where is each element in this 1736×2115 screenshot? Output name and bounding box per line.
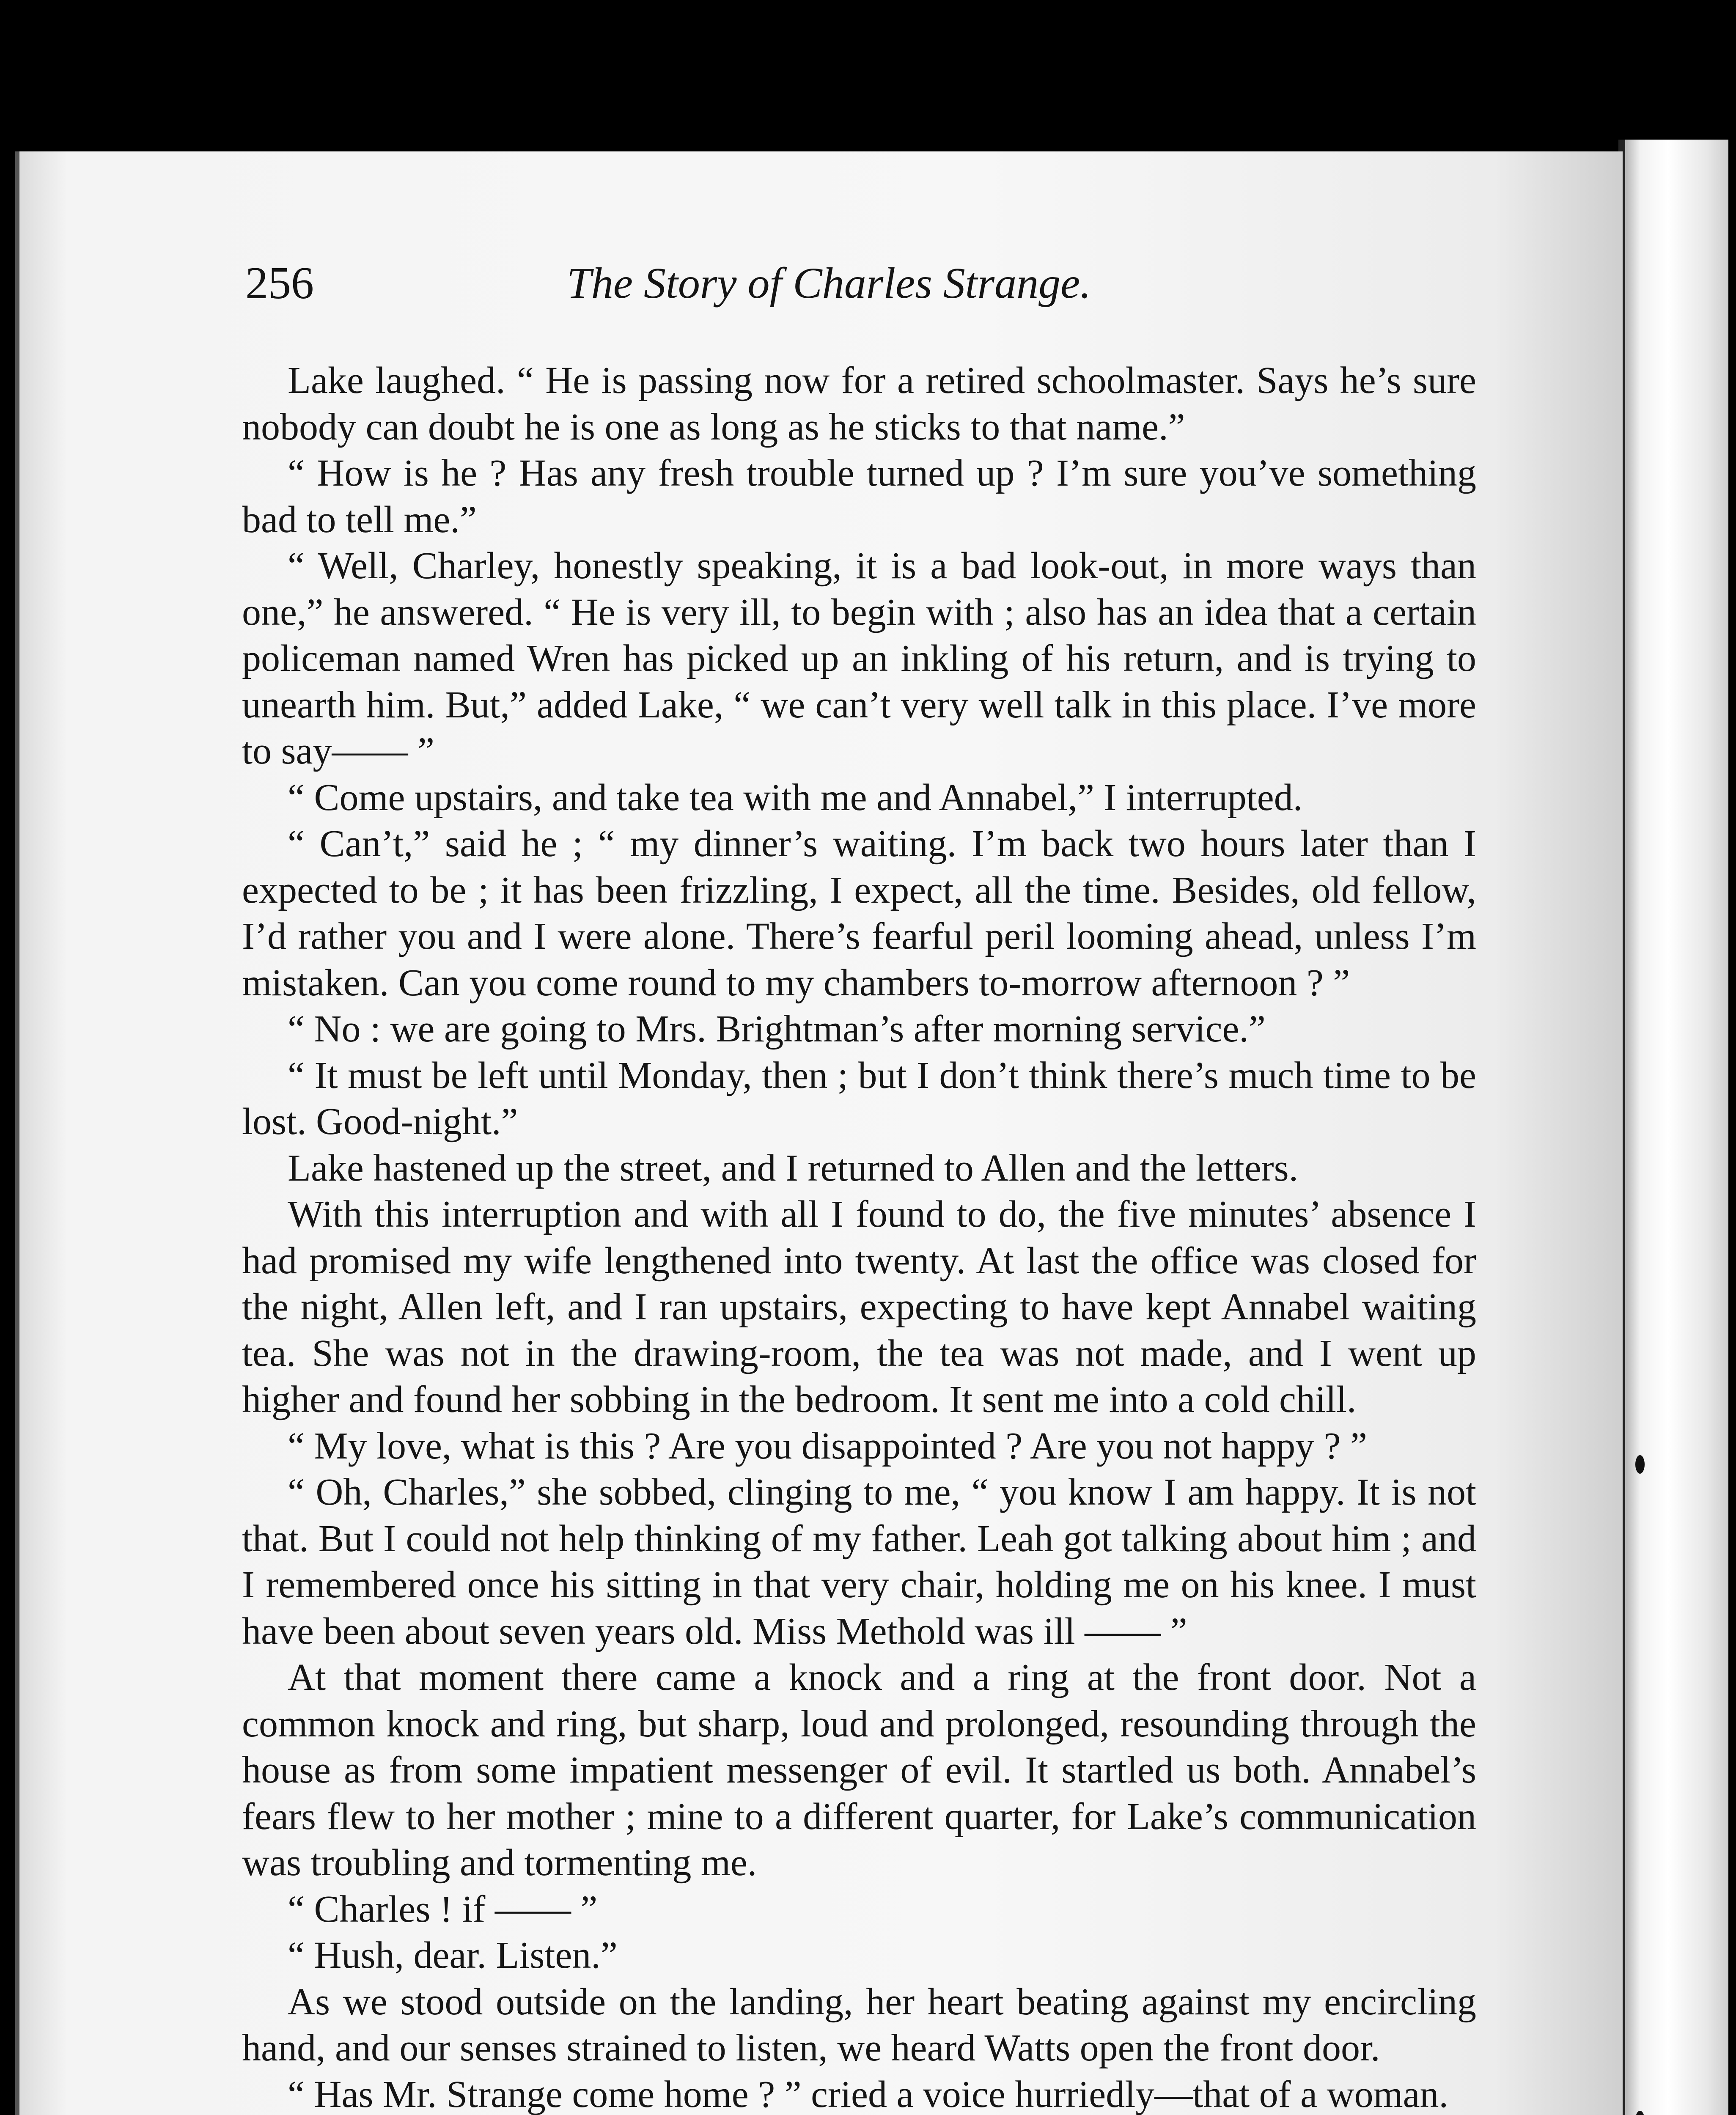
paragraph: “ It must be left until Monday, then ; but I don’t think there’s much time to be lost. Good-night.” [242,1054,1476,1143]
paragraph: With this interruption and with all I found to do, the five minutes’ absence I had promised my wife lengthened into twenty. At last the office was closed for the night, Allen left, and I ran upstairs, expecting to have kept Annabel waiting tea. She was not in the drawing-room, the tea was not made, and I went up higher and found her sobbing in the bedroom. It sent me into a cold chill. [242,1193,1476,1420]
running-title: The Story of Charles Strange. [567,259,1091,308]
paragraph: “ No : we are going to Mrs. Brightman’s after morning service.” [288,1008,1266,1050]
paragraph: “ Well, Charley, honestly speaking, it is a bad look-out, in more ways than one,” he answered. “ He is very ill, to begin with ; also has an idea that a certain policeman named Wren has picked up an inkling of his return, and is trying to unearth him. But,” added Lake, “ we can’t very well talk in this place. I’ve more to say—— ” [242,545,1476,772]
paragraph: Lake laughed. “ He is passing now for a retired schoolmaster. Says he’s sure nobody can doubt he is one as long as he sticks to that name.” [242,360,1476,448]
paragraph: “ Can’t,” said he ; “ my dinner’s waiting. I’m back two hours later than I expected to be ; it has been frizzling, I expect, all the time. Besides, old fellow, I’d rather you and I were alone. There’s fearful peril looming ahead, unless I’m mistaken. Can you come round to my chambers to-morrow afternoon ? ” [242,823,1476,1004]
paragraph: Lake hastened up the street, and I returned to Allen and the letters. [288,1147,1299,1189]
paragraph: “ Oh, Charles,” she sobbed, clinging to me, “ you know I am happy. It is not that. But I could not help thinking of my father. Leah got talking about him ; and I remembered once his sitting in that very chair, holding me on his knee. I must have been about seven years old. Miss Methold was ill —— ” [242,1471,1476,1652]
paragraph: “ Has Mr. Strange come home ? ” cried a voice hurriedly—that of a woman. [288,2073,1449,2115]
paragraph: At that moment there came a knock and a ring at the front door. Not a common knock and ring, but sharp, loud and prolonged, resounding through the house as from some impatient messenger of evil. It startled us both. Annabel’s fears flew to her mother ; mine to a different quarter, for Lake’s communication was troubling and tormenting me. [242,1656,1476,1884]
binding-mark [1635,1455,1645,1474]
paragraph: “ Charles ! if —— ” [288,1888,598,1930]
page-number: 256 [245,258,314,308]
paragraph: As we stood outside on the landing, her heart beating against my encircling hand, and our senses strained to listen, we heard Watts open the front door. [242,1980,1476,2069]
paragraph: “ Come upstairs, and take tea with me and Annabel,” I interrupted. [288,776,1303,819]
paragraph: “ Hush, dear. Listen.” [288,1934,618,1976]
body-text [242,357,1476,2115]
facing-page-edge [1618,140,1728,2115]
page-header [245,254,1514,313]
paragraph: “ How is he ? Has any fresh trouble turned up ? I’m sure you’ve something bad to tell me.” [242,452,1476,541]
paragraph: “ My love, what is this ? Are you disappointed ? Are you not happy ? ” [288,1425,1367,1467]
